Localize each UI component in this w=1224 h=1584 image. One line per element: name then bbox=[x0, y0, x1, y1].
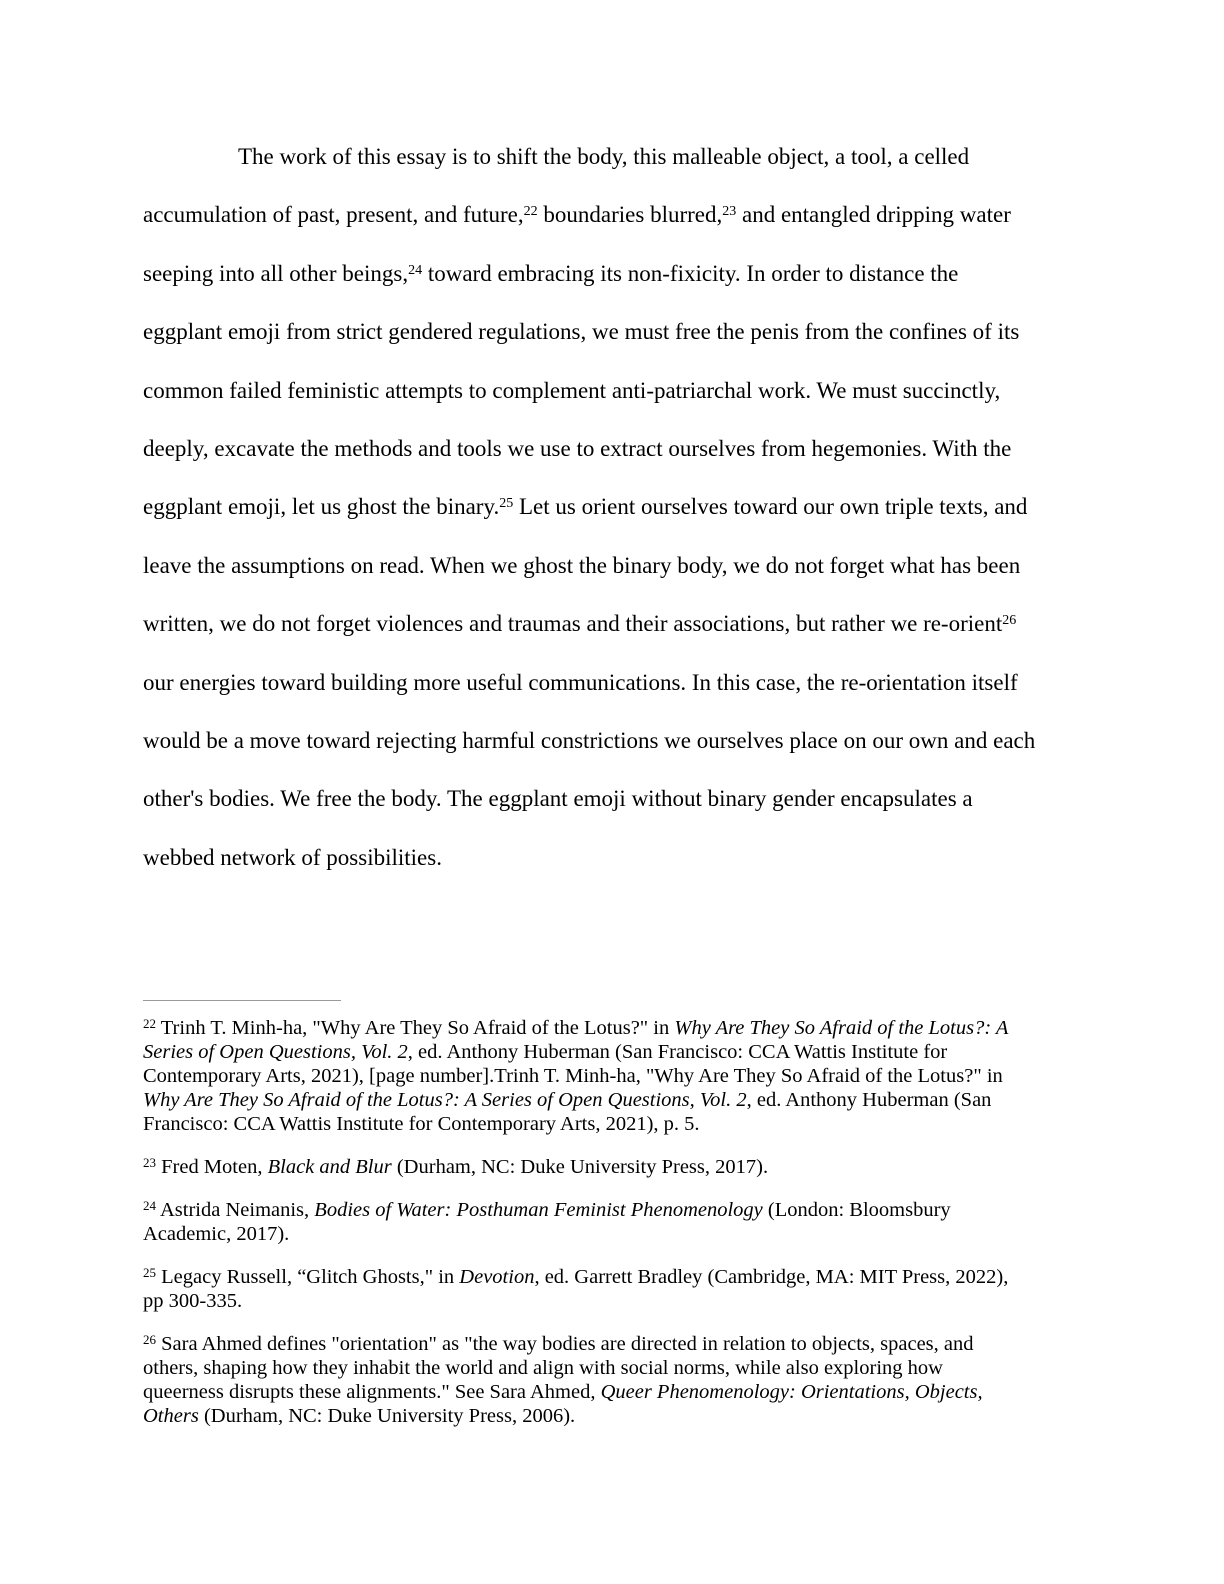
footnote-reference: 24 bbox=[408, 262, 423, 278]
body-line: our energies toward building more useful communications. In this case, the re-orientation itself bbox=[143, 669, 1018, 695]
footnote-23 bbox=[143, 1155, 1073, 1179]
footnote-reference: 25 bbox=[499, 496, 514, 512]
italic-title: Why Are They So Afraid of the Lotus?: A Series of Open Questions, Vol. 2 bbox=[143, 1089, 747, 1111]
footnotes-section bbox=[143, 1016, 1073, 1447]
footnote-number: 25 bbox=[143, 1265, 156, 1280]
footnote-line: $^{22}$ Trinh T. Minh-ha, "Why Are They So Afraid of the Lotus?" in Why Are They So Afraid of the Lotus?: A bbox=[143, 1016, 1009, 1039]
footnote-22 bbox=[143, 1016, 1073, 1136]
footnote-line: $^{24}$ Astrida Neimanis, Bodies of Water: Posthuman Feminist Phenomenology (London: Bloomsbury bbox=[143, 1198, 951, 1221]
italic-title: Queer Phenomenology: Orientations, Objects, bbox=[600, 1381, 983, 1403]
body-line: seeping into all other beings,$^{24}$ toward embracing its non-fixicity. In order to distance the bbox=[143, 260, 959, 286]
italic-title: Series of Open Questions, Vol. 2 bbox=[143, 1041, 408, 1063]
body-line: eggplant emoji from strict gendered regulations, we must free the penis from the confines of its bbox=[143, 319, 1020, 345]
footnote-line: Contemporary Arts, 2021), [page number].Trinh T. Minh-ha, "Why Are They So Afraid of the Lotus?" in bbox=[143, 1065, 1003, 1087]
body-line: webbed network of possibilities. bbox=[143, 844, 442, 870]
footnote-line: Francisco: CCA Wattis Institute for Contemporary Arts, 2021), p. 5. bbox=[143, 1113, 700, 1135]
italic-title: Bodies of Water: Posthuman Feminist Phenomenology bbox=[314, 1199, 763, 1221]
italic-title: Why Are They So Afraid of the Lotus?: A bbox=[674, 1017, 1009, 1039]
footnote-number: 22 bbox=[143, 1016, 156, 1031]
footnote-number: 23 bbox=[143, 1155, 156, 1170]
footnote-reference: 22 bbox=[523, 204, 538, 220]
footnote-number: 26 bbox=[143, 1332, 156, 1347]
footnote-25 bbox=[143, 1265, 1073, 1313]
body-line: accumulation of past, present, and future,$^{22}$ boundaries blurred,$^{23}$ and entangled dripping water bbox=[143, 202, 1011, 228]
footnote-line: $^{25}$ Legacy Russell, “Glitch Ghosts," in Devotion, ed. Garrett Bradley (Cambridge, MA: MIT Press, 2022), bbox=[143, 1265, 1009, 1288]
italic-title: Devotion bbox=[459, 1266, 535, 1288]
footnote-reference: 26 bbox=[1002, 613, 1017, 629]
footnote-separator bbox=[143, 1000, 341, 1001]
footnote-number: 24 bbox=[143, 1198, 156, 1213]
footnote-26 bbox=[143, 1332, 1073, 1428]
footnote-line: Series of Open Questions, Vol. 2, ed. Anthony Huberman (San Francisco: CCA Wattis Institute for bbox=[143, 1041, 948, 1063]
footnote-line: others, shaping how they inhabit the world and align with social norms, while also exploring how bbox=[143, 1357, 943, 1379]
footnote-line: queerness disrupts these alignments." See Sara Ahmed, Queer Phenomenology: Orientations, Objects, bbox=[143, 1381, 983, 1403]
footnote-24 bbox=[143, 1198, 1073, 1246]
body-line: deeply, excavate the methods and tools we use to extract ourselves from hegemonies. With the bbox=[143, 436, 1012, 462]
body-line: other's bodies. We free the body. The eggplant emoji without binary gender encapsulates a bbox=[143, 786, 973, 812]
footnote-line: pp 300-335. bbox=[143, 1290, 243, 1312]
footnote-line: Academic, 2017). bbox=[143, 1223, 290, 1245]
body-line: written, we do not forget violences and traumas and their associations, but rather we re-orient$^{26}$ bbox=[143, 611, 1017, 637]
footnote-line: $^{26}$ Sara Ahmed defines "orientation" as "the way bodies are directed in relation to objects, spaces, and bbox=[143, 1332, 974, 1355]
body-line: would be a move toward rejecting harmful constrictions we ourselves place on our own and each bbox=[143, 728, 1036, 754]
footnote-line: $^{23}$ Fred Moten, Black and Blur (Durham, NC: Duke University Press, 2017). bbox=[143, 1155, 769, 1178]
footnote-line: Why Are They So Afraid of the Lotus?: A Series of Open Questions, Vol. 2, ed. Anthony Huberman (San bbox=[143, 1089, 992, 1111]
body-line: leave the assumptions on read. When we ghost the binary body, we do not forget what has been bbox=[143, 552, 1021, 578]
body-line: common failed feministic attempts to complement anti-patriarchal work. We must succinctly, bbox=[143, 377, 1001, 403]
italic-title: Black and Blur bbox=[267, 1156, 392, 1178]
footnote-reference: 23 bbox=[722, 204, 737, 220]
body-line: eggplant emoji, let us ghost the binary.$^{25}$ Let us orient ourselves toward our own triple texts, and bbox=[143, 494, 1028, 520]
footnote-line: Others (Durham, NC: Duke University Press, 2006). bbox=[143, 1405, 576, 1427]
body-paragraph bbox=[143, 128, 1073, 887]
italic-title: Others bbox=[143, 1405, 199, 1427]
body-line: The work of this essay is to shift the body, this malleable object, a tool, a celled bbox=[238, 144, 970, 169]
